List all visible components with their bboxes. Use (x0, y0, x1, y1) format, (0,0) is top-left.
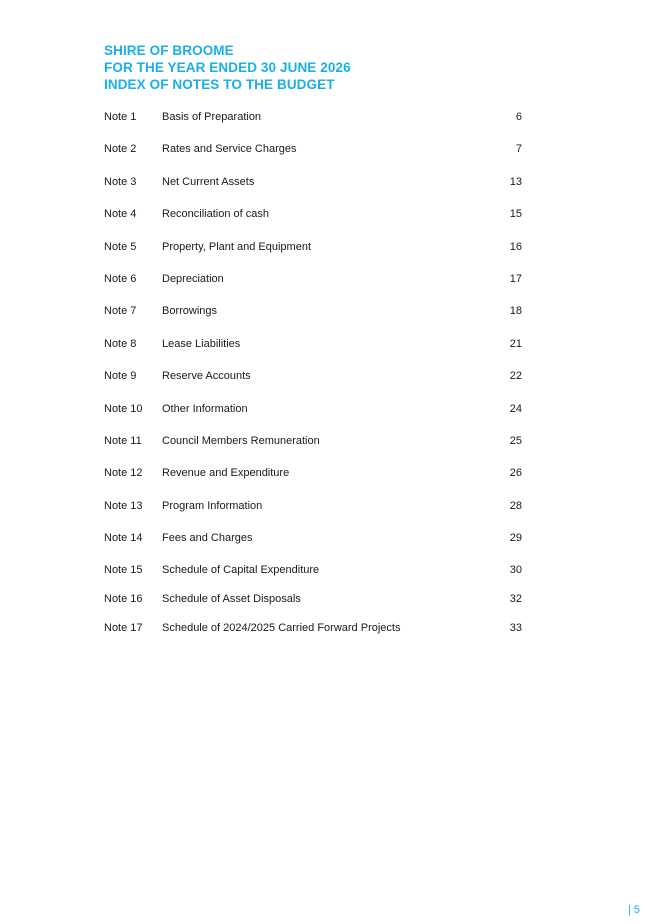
note-page-number: 33 (509, 621, 522, 634)
note-page-number: 6 (515, 111, 522, 123)
note-page-number: 7 (515, 143, 522, 156)
note-number: Note 13 (104, 499, 143, 512)
note-number: Note 14 (104, 532, 143, 545)
note-title: Fees and Charges (162, 532, 253, 545)
note-title: Basis of Preparation (162, 111, 262, 123)
note-title: Revenue and Expenditure (162, 467, 290, 480)
note-number: Note 11 (104, 434, 142, 447)
note-page-number: 26 (509, 467, 522, 480)
note-number: Note 16 (104, 593, 143, 606)
note-title: Program Information (162, 499, 263, 512)
note-page-number: 22 (509, 370, 522, 383)
note-page-number: 16 (509, 240, 522, 253)
note-title: Reconciliation of cash (162, 208, 270, 221)
note-number: Note 9 (104, 370, 137, 383)
note-title: Depreciation (162, 272, 224, 285)
note-row[interactable] (104, 400, 524, 432)
note-row[interactable] (104, 173, 524, 205)
note-page-number: 30 (509, 564, 522, 577)
note-row[interactable] (104, 432, 524, 464)
note-title: Other Information (162, 402, 248, 415)
note-number: Note 2 (104, 143, 137, 156)
note-title: Reserve Accounts (162, 370, 251, 383)
organisation-title: SHIRE OF BROOME (104, 43, 234, 58)
note-page-number: 25 (509, 434, 522, 447)
note-row[interactable] (104, 205, 524, 237)
note-title: Rates and Service Charges (162, 143, 297, 156)
note-number: Note 8 (104, 337, 137, 350)
note-row[interactable] (104, 561, 524, 593)
note-row[interactable] (104, 108, 524, 140)
note-title: Borrowings (162, 305, 218, 318)
note-row[interactable] (104, 140, 524, 172)
note-page-number: 28 (509, 499, 522, 512)
note-title: Property, Plant and Equipment (162, 240, 311, 253)
note-page-number: 21 (509, 337, 522, 350)
note-row[interactable] (104, 238, 524, 270)
note-row[interactable] (104, 619, 524, 651)
note-page-number: 17 (509, 272, 522, 285)
note-number: Note 6 (104, 272, 137, 285)
note-number: Note 7 (104, 305, 137, 318)
note-number: Note 15 (104, 564, 143, 577)
note-page-number: 15 (509, 208, 522, 221)
note-page-number: 18 (509, 305, 522, 318)
note-title: Schedule of Capital Expenditure (162, 564, 320, 577)
note-row[interactable] (104, 497, 524, 529)
note-page-number: 13 (509, 175, 522, 188)
note-row[interactable] (104, 270, 524, 302)
note-title: Lease Liabilities (162, 337, 241, 350)
note-title: Schedule of 2024/2025 Carried Forward Projects (162, 621, 401, 634)
note-page-number: 24 (509, 402, 522, 415)
period-title: FOR THE YEAR ENDED 30 JUNE 2026 (104, 60, 351, 75)
document-header (104, 42, 351, 93)
note-title: Schedule of Asset Disposals (162, 593, 301, 606)
note-number: Note 5 (104, 240, 137, 253)
note-page-number: 29 (509, 532, 522, 545)
page-number: | 5 (627, 904, 640, 916)
note-page-number: 32 (509, 593, 522, 606)
note-title: Net Current Assets (162, 175, 255, 188)
note-row[interactable] (104, 335, 524, 367)
note-number: Note 10 (104, 402, 143, 415)
note-number: Note 4 (104, 208, 137, 221)
note-number: Note 1 (104, 111, 137, 123)
note-title: Council Members Remuneration (162, 434, 320, 447)
note-number: Note 17 (104, 621, 143, 634)
notes-index-list (104, 108, 524, 651)
note-number: Note 3 (104, 175, 137, 188)
note-row[interactable] (104, 367, 524, 399)
note-row[interactable] (104, 529, 524, 561)
note-row[interactable] (104, 302, 524, 334)
index-title: INDEX OF NOTES TO THE BUDGET (104, 77, 335, 92)
note-number: Note 12 (104, 467, 143, 480)
note-row[interactable] (104, 464, 524, 496)
